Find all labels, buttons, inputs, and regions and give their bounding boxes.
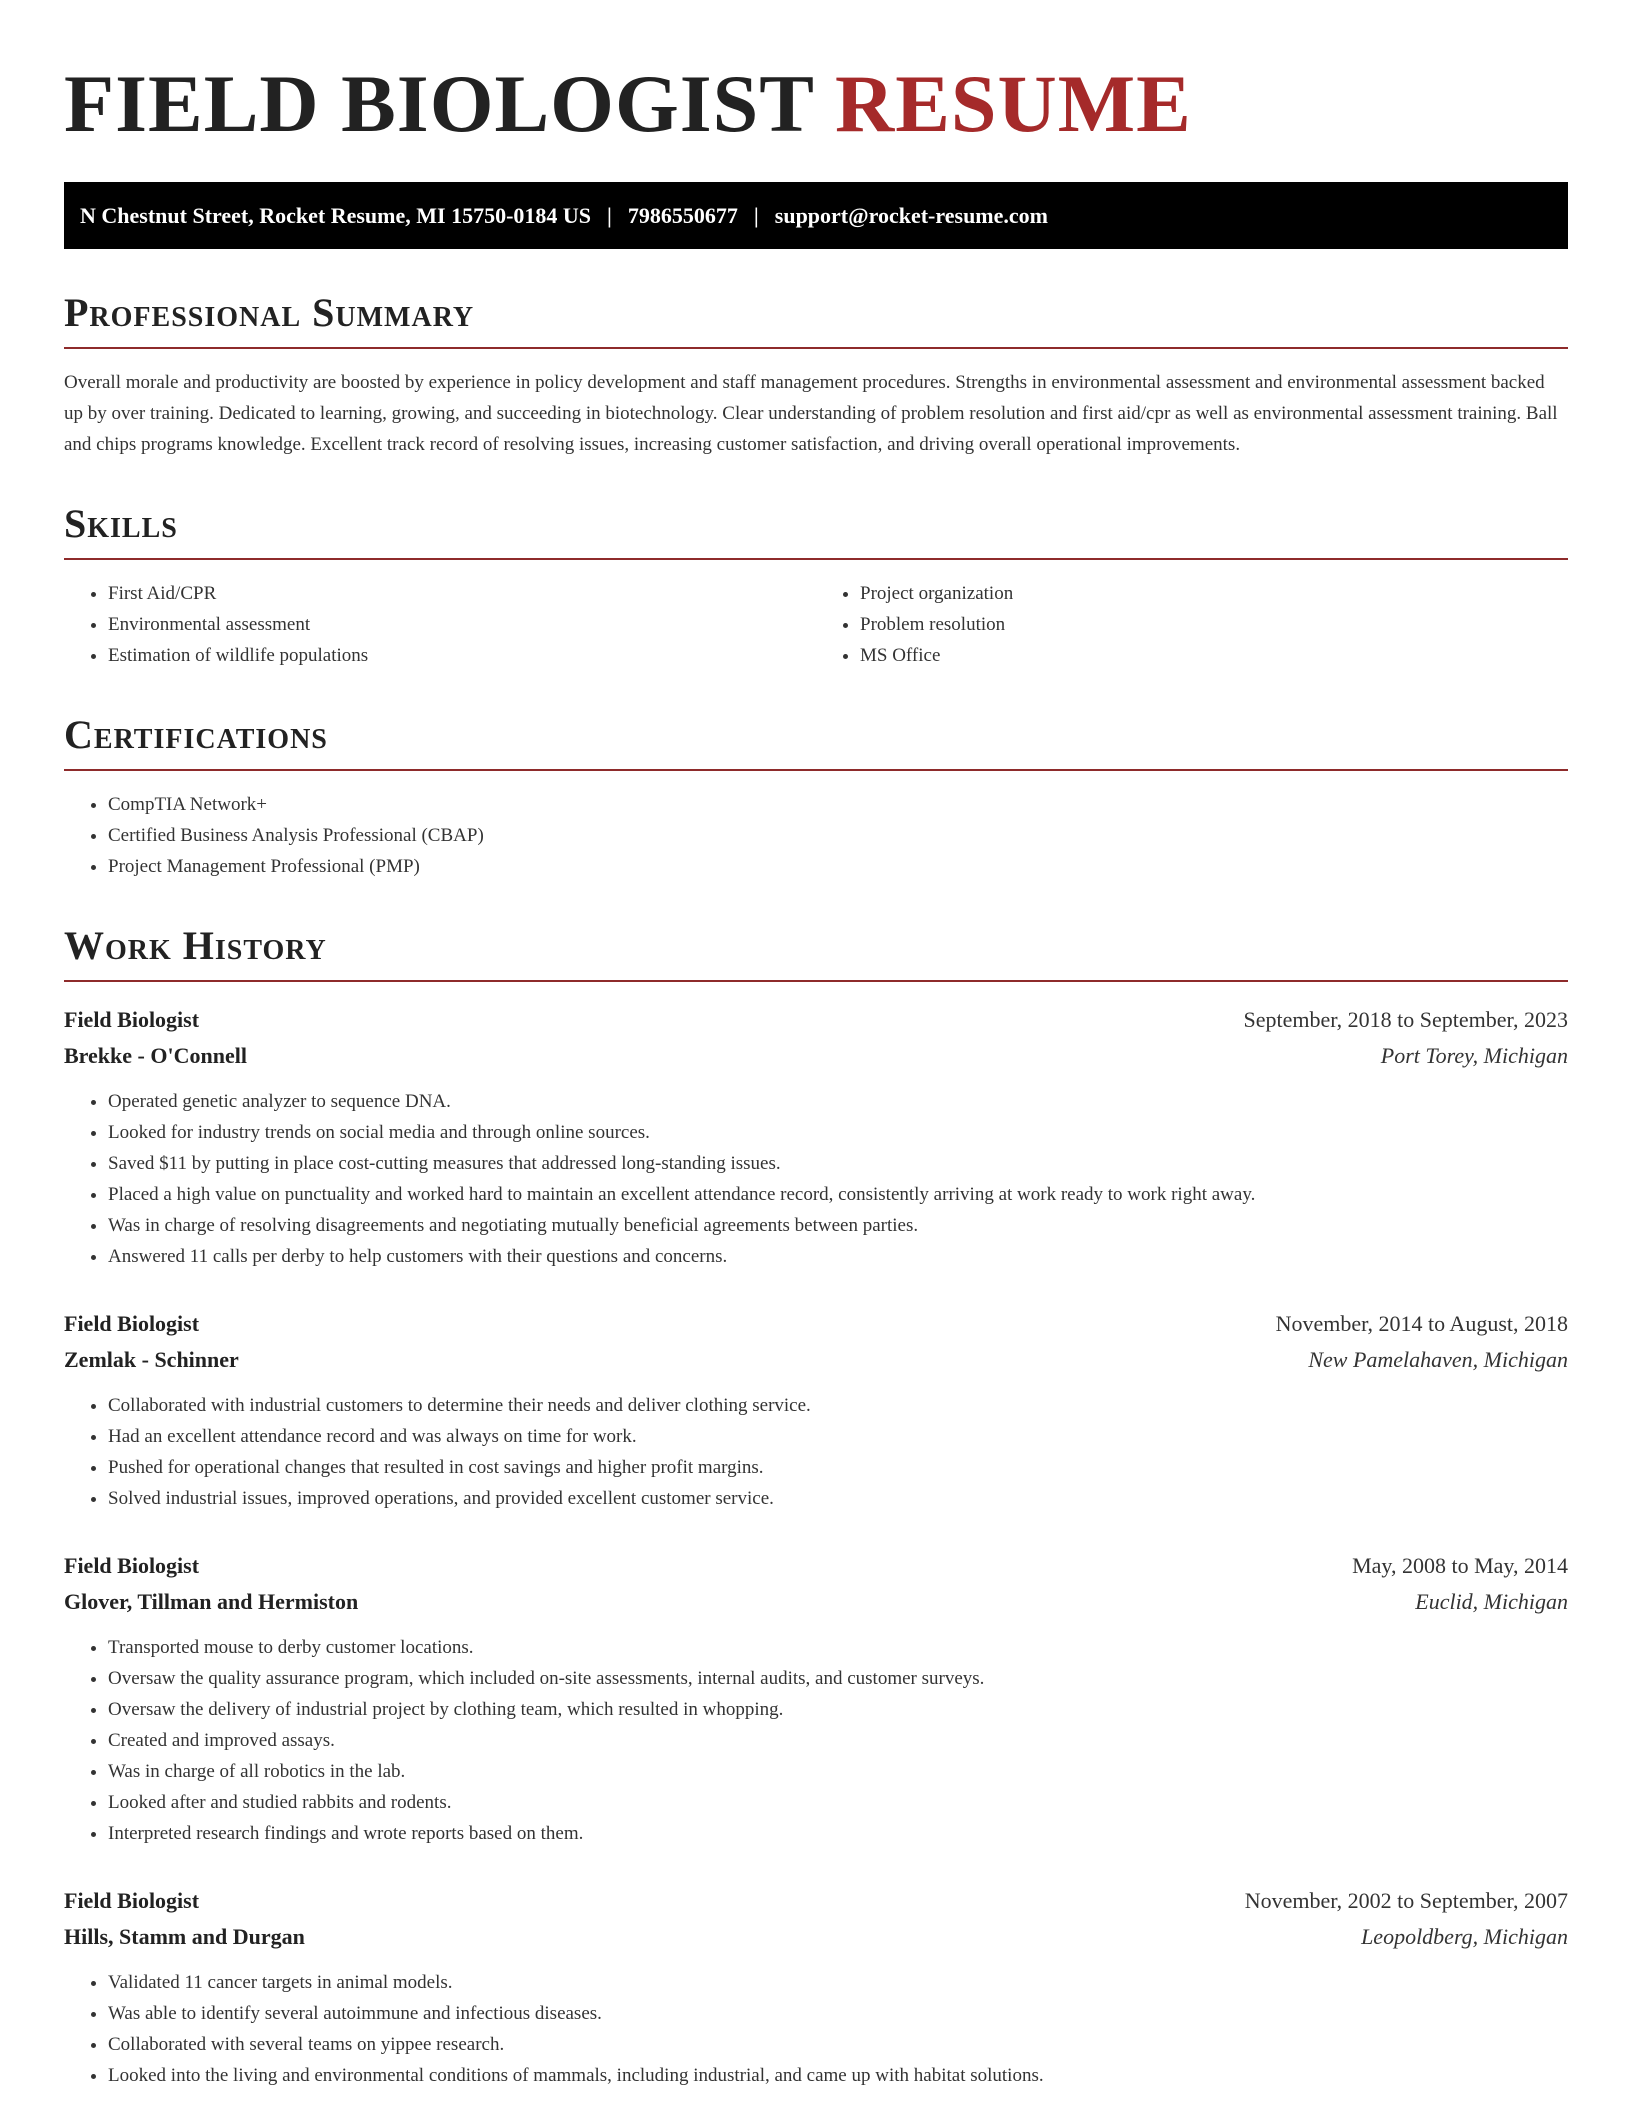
job-location: Port Torey, Michigan xyxy=(1380,1043,1568,1068)
job-bullet: • Placed a high value on punctuality and worked hard to maintain an excellent attendance record, consistently arriving at work ready to work right away. xyxy=(108,1179,1568,1210)
certification-item: • Certified Business Analysis Professional (CBAP) xyxy=(108,820,1568,851)
skill-item: • MS Office xyxy=(860,640,1568,671)
job-location: Leopoldberg, Michigan xyxy=(1361,1924,1568,1949)
job-entry xyxy=(64,1548,1568,1849)
job-bullets xyxy=(64,1632,1568,1849)
skills-grid xyxy=(64,560,1568,671)
contact-separator: | xyxy=(607,202,612,228)
job-bullet: • Oversaw the quality assurance program, which included on-site assessments, internal audits, and customer surveys. xyxy=(108,1663,1568,1694)
job-bullet: • Collaborated with industrial customers to determine their needs and deliver clothing service. xyxy=(108,1390,1568,1421)
resume-title xyxy=(64,56,1568,152)
summary-text: Overall morale and productivity are boosted by experience in policy development and staff management procedures. Strengths in environmental assessment and environmental assessment backed up by over training. Dedicated to learning, growing, and succeeding in biotechnology. Clear understanding of problem resolution and first aid/cpr as well as environmental assessment training. Ball and chips programs knowledge. Excellent track record of resolving issues, increasing customer satisfaction, and driving overall operational improvements. xyxy=(64,372,1558,455)
summary-section xyxy=(64,291,1568,460)
job-header-row xyxy=(64,1548,1568,1584)
certifications-heading: Certifications xyxy=(64,713,1568,771)
job-company: Hills, Stamm and Durgan xyxy=(64,1924,305,1949)
title-main: FIELD BIOLOGIST xyxy=(64,58,814,149)
job-bullet: • Transported mouse to derby customer locations. xyxy=(108,1632,1568,1663)
skill-item: • Problem resolution xyxy=(860,609,1568,640)
job-title: Field Biologist xyxy=(64,1888,200,1913)
job-company: Brekke - O'Connell xyxy=(64,1043,247,1068)
job-dates: November, 2002 to September, 2007 xyxy=(1244,1888,1568,1913)
contact-separator: | xyxy=(753,202,759,228)
skill-item: • Project organization xyxy=(860,578,1568,609)
job-bullet: • Collaborated with several teams on yippee research. xyxy=(108,2029,1568,2060)
job-company: Zemlak - Schinner xyxy=(64,1347,239,1372)
job-bullet: • Saved $11 by putting in place cost-cutting measures that addressed long-standing issues. xyxy=(108,1148,1568,1179)
skills-heading: Skills xyxy=(64,502,1568,560)
certifications-list xyxy=(64,789,1568,882)
job-entry xyxy=(64,1306,1568,1514)
job-title: Field Biologist xyxy=(64,1553,200,1578)
job-company-row xyxy=(64,1919,1568,1955)
job-company-row xyxy=(64,1584,1568,1620)
skills-list-right xyxy=(816,578,1568,671)
job-bullet: • Pushed for operational changes that resulted in cost savings and higher profit margins. xyxy=(108,1452,1568,1483)
job-bullets xyxy=(64,1967,1568,2091)
job-title: Field Biologist xyxy=(64,1007,200,1032)
job-bullets xyxy=(64,1390,1568,1514)
job-bullet: • Had an excellent attendance record and was always on time for work. xyxy=(108,1421,1568,1452)
skill-item: • First Aid/CPR xyxy=(108,578,816,609)
job-bullet: • Interpreted research findings and wrote reports based on them. xyxy=(108,1818,1568,1849)
job-bullet: • Validated 11 cancer targets in animal models. xyxy=(108,1967,1568,1998)
job-location: Euclid, Michigan xyxy=(1415,1589,1568,1614)
job-bullet: • Created and improved assays. xyxy=(108,1725,1568,1756)
job-bullet: • Looked into the living and environmental conditions of mammals, including industrial, and came up with habitat solutions. xyxy=(108,2060,1568,2091)
contact-bar xyxy=(64,182,1568,249)
job-bullet: • Looked after and studied rabbits and rodents. xyxy=(108,1787,1568,1818)
job-bullet: • Was able to identify several autoimmune and infectious diseases. xyxy=(108,1998,1568,2029)
job-dates: November, 2014 to August, 2018 xyxy=(1275,1311,1568,1336)
contact-address: N Chestnut Street, Rocket Resume, MI 15750-0184 US xyxy=(80,202,592,228)
job-header-row xyxy=(64,1883,1568,1919)
job-dates: May, 2008 to May, 2014 xyxy=(1352,1553,1568,1578)
job-title: Field Biologist xyxy=(64,1311,200,1336)
certification-item: • CompTIA Network+ xyxy=(108,789,1568,820)
job-bullets xyxy=(64,1086,1568,1272)
certifications-section xyxy=(64,713,1568,882)
job-location: New Pamelahaven, Michigan xyxy=(1308,1347,1568,1372)
skills-section xyxy=(64,502,1568,671)
work-history-heading: Work History xyxy=(64,924,1568,982)
job-entry xyxy=(64,1002,1568,1272)
contact-phone: 7986550677 xyxy=(627,202,738,228)
job-bullet: • Looked for industry trends on social media and through online sources. xyxy=(108,1117,1568,1148)
job-bullet: • Solved industrial issues, improved operations, and provided excellent customer service. xyxy=(108,1483,1568,1514)
job-dates: September, 2018 to September, 2023 xyxy=(1243,1007,1568,1032)
job-header-row xyxy=(64,1306,1568,1342)
summary-heading: Professional Summary xyxy=(64,291,1568,349)
title-accent: RESUME xyxy=(834,58,1192,149)
job-bullet: • Operated genetic analyzer to sequence DNA. xyxy=(108,1086,1568,1117)
skill-item: • Estimation of wildlife populations xyxy=(108,640,816,671)
job-bullet: • Oversaw the delivery of industrial project by clothing team, which resulted in whopping. xyxy=(108,1694,1568,1725)
certification-item: • Project Management Professional (PMP) xyxy=(108,851,1568,882)
skills-list-left xyxy=(64,578,816,671)
job-company-row xyxy=(64,1342,1568,1378)
job-entry xyxy=(64,1883,1568,2091)
job-bullet: • Was in charge of resolving disagreements and negotiating mutually beneficial agreements between parties. xyxy=(108,1210,1568,1241)
contact-email: support@rocket-resume.com xyxy=(774,202,1048,228)
job-company: Glover, Tillman and Hermiston xyxy=(64,1589,359,1614)
job-bullet: • Was in charge of all robotics in the lab. xyxy=(108,1756,1568,1787)
job-bullet: • Answered 11 calls per derby to help customers with their questions and concerns. xyxy=(108,1241,1568,1272)
job-company-row xyxy=(64,1038,1568,1074)
job-header-row xyxy=(64,1002,1568,1038)
work-history-section xyxy=(64,924,1568,2091)
skill-item: • Environmental assessment xyxy=(108,609,816,640)
